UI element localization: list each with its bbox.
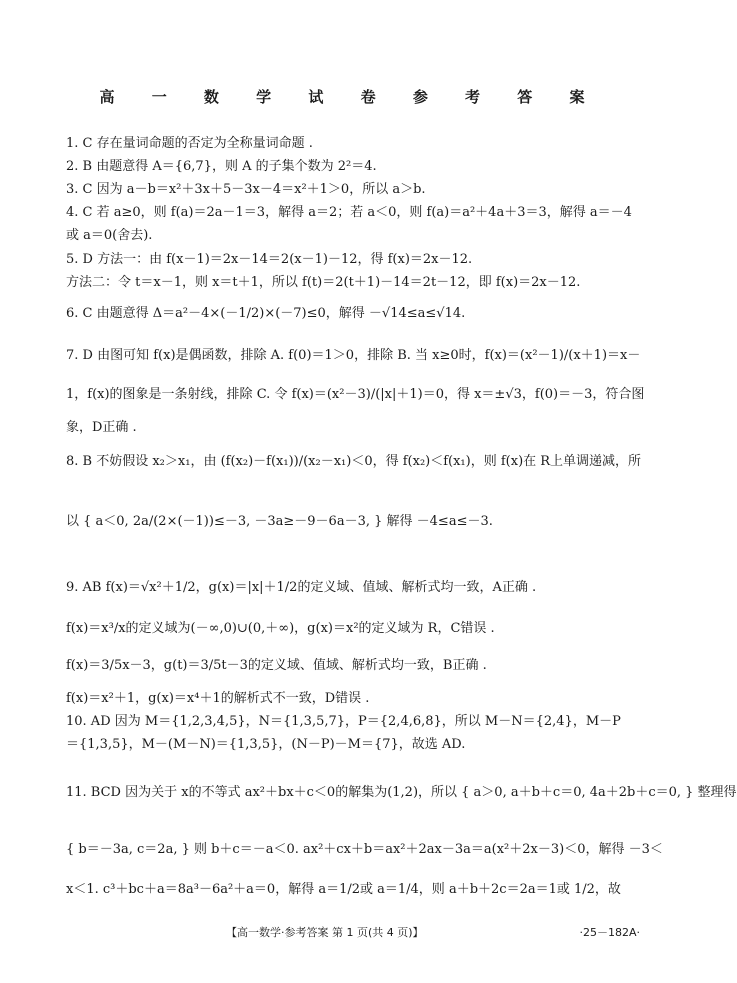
answer-q9-line4: f(x)＝x²＋1，g(x)＝x⁴＋1的解析式不一致，D错误 . xyxy=(66,691,370,706)
answer-q4-line1: 4. C 若 a≥0，则 f(a)＝2a－1＝3，解得 a＝2；若 a＜0，则 f(a)＝a²＋4a＋3＝3，解得 a＝－4 xyxy=(66,205,632,220)
page-title: 高 一 数 学 试 卷 参 考 答 案 xyxy=(99,88,601,106)
answer-q9-line1: 9. AB f(x)＝√x²＋1/2，g(x)＝|x|＋1/2的定义域、值域、解析式均一致，A正确 . xyxy=(66,580,537,595)
answer-q4-line2: 或 a＝0(舍去). xyxy=(66,228,153,243)
answer-q9-line3: f(x)＝3/5x－3，g(t)＝3/5t－3的定义域、值域、解析式均一致，B正确 . xyxy=(66,658,487,673)
answer-q1-line1: 1. C 存在量词命题的否定为全称量词命题 . xyxy=(66,136,313,151)
answer-q7-line1: 7. D 由图可知 f(x)是偶函数，排除 A. f(0)＝1＞0，排除 B. 当 x≥0时，f(x)＝(x²－1)/(x＋1)＝x－ xyxy=(66,348,641,363)
answer-q7-line3: 象，D正确 . xyxy=(66,420,137,435)
answer-q10-line2: ＝{1,3,5}，M－(M－N)＝{1,3,5}，(N－P)－M＝{7}，故选 AD. xyxy=(66,737,466,752)
footer-page-info: 【高一数学·参考答案 第 1 页(共 4 页)】 xyxy=(226,926,424,939)
answer-q6-line1: 6. C 由题意得 Δ＝a²－4×(－1/2)×(－7)≤0，解得 －√14≤a≤√14. xyxy=(66,306,466,321)
answer-q8-line2: 以 { a＜0, 2a/(2×(－1))≤－3, －3a≥－9－6a－3, } 解得 －4≤a≤－3. xyxy=(66,514,493,529)
answer-q5-line2: 方法二：令 t＝x－1，则 x＝t＋1，所以 f(t)＝2(t＋1)－14＝2t－12，即 f(x)＝2x－12. xyxy=(66,275,581,290)
answer-q11-line3: x＜1. c³＋bc＋a＝8a³－6a²＋a＝0，解得 a＝1/2或 a＝1/4，则 a＋b＋2c＝2a＝1或 1/2，故 xyxy=(66,882,621,897)
answer-q2-line1: 2. B 由题意得 A＝{6,7}，则 A 的子集个数为 2²＝4. xyxy=(66,159,377,174)
answer-q10-line1: 10. AD 因为 M＝{1,2,3,4,5}，N＝{1,3,5,7}，P＝{2,4,6,8}，所以 M－N＝{2,4}，M－P xyxy=(66,714,621,729)
answer-q9-line2: f(x)＝x³/x的定义域为(－∞,0)∪(0,＋∞)，g(x)＝x²的定义域为 R，C错误 . xyxy=(66,621,495,636)
answer-q3-line1: 3. C 因为 a－b＝x²＋3x＋5－3x－4＝x²＋1＞0，所以 a＞b. xyxy=(66,182,426,197)
answer-q7-line2: 1，f(x)的图象是一条射线，排除 C. 令 f(x)＝(x²－3)/(|x|＋1)＝0，得 x＝±√3，f(0)＝－3，符合图 xyxy=(66,387,645,402)
answer-q11-line1: 11. BCD 因为关于 x的不等式 ax²＋bx＋c＜0的解集为(1,2)，所以 { a＞0, a＋b＋c＝0, 4a＋2b＋c＝0, } 整理得 xyxy=(66,785,737,800)
answer-q8-line1: 8. B 不妨假设 x₂＞x₁，由 (f(x₂)－f(x₁))/(x₂－x₁)＜0，得 f(x₂)＜f(x₁)，则 f(x)在 R上单调递减，所 xyxy=(66,454,642,469)
answer-q11-line2: { b＝－3a, c＝2a, } 则 b＋c＝－a＜0. ax²＋cx＋b＝ax²＋2ax－3a＝a(x²＋2x－3)＜0，解得 －3＜ xyxy=(66,842,663,857)
answer-q5-line1: 5. D 方法一：由 f(x－1)＝2x－14＝2(x－1)－12，得 f(x)＝2x－12. xyxy=(66,252,473,267)
footer-code: ·25－182A· xyxy=(579,926,640,939)
